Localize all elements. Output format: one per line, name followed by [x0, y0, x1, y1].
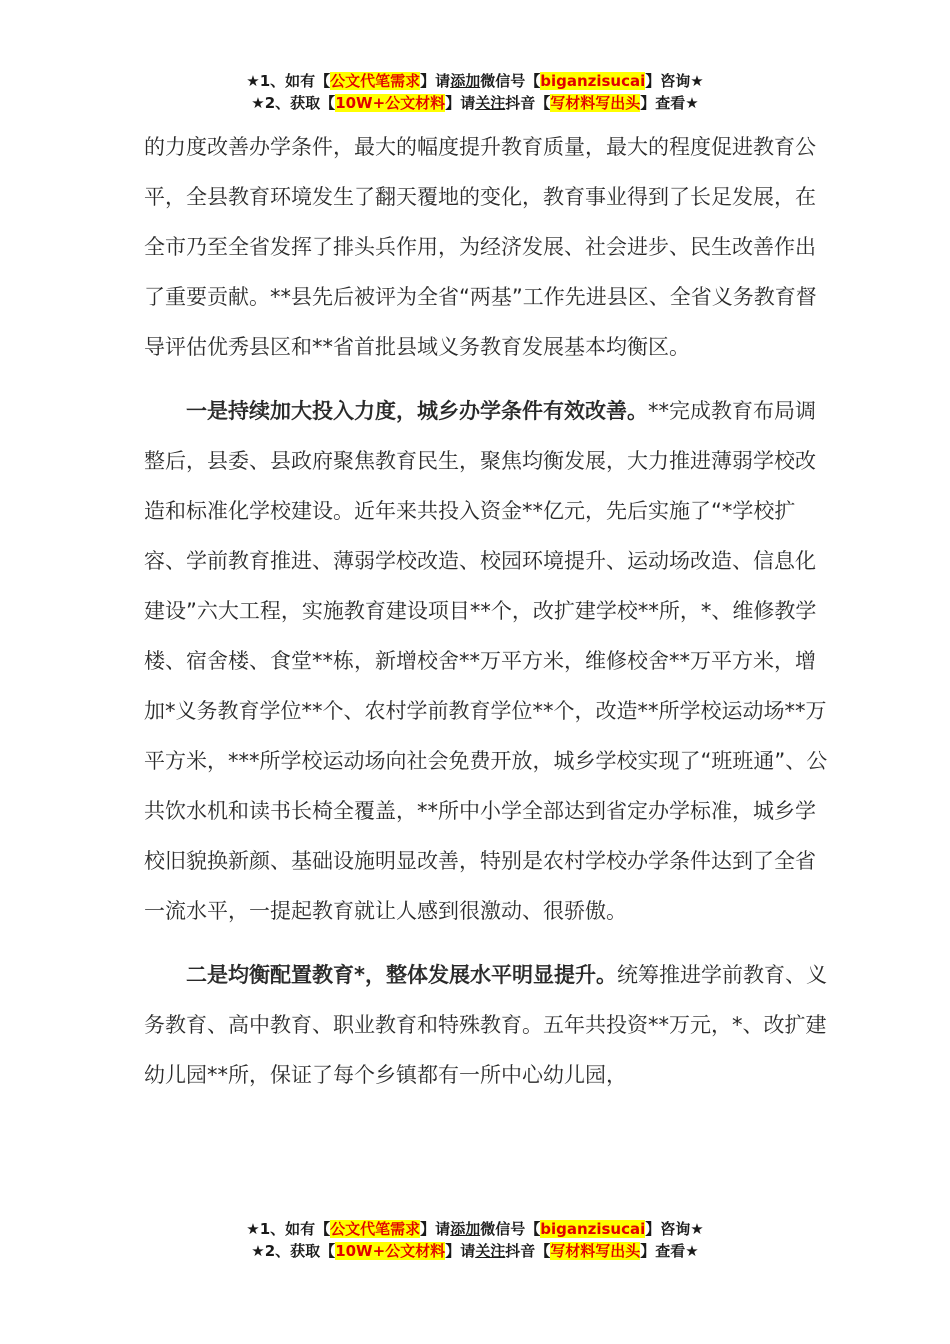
highlight-wechat-id: biganzisucai	[540, 72, 646, 90]
banner-text: 抖音【	[505, 94, 551, 112]
banner-line-1	[0, 1218, 950, 1240]
highlight-materials: 10W+公文材料	[335, 1242, 446, 1260]
banner-text: ★2、获取【	[251, 1242, 336, 1260]
banner-line-1	[0, 70, 950, 92]
banner-underline: 添加	[450, 72, 481, 90]
banner-text: ★1、如有【	[246, 1220, 331, 1238]
banner-text: 】请	[420, 1220, 451, 1238]
banner-text: 】咨询★	[645, 72, 704, 90]
banner-underline: 关注	[475, 1242, 506, 1260]
document-body	[144, 122, 834, 1100]
banner-underline: 添加	[450, 1220, 481, 1238]
highlight-materials: 10W+公文材料	[335, 94, 446, 112]
paragraph	[144, 122, 834, 372]
banner-underline: 关注	[475, 94, 506, 112]
highlight-douyin-id: 写材料写出头	[550, 94, 641, 112]
paragraph-text: 的力度改善办学条件，最大的幅度提升教育质量，最大的程度促进教育公平，全县教育环境发生了翻天覆地的变化，教育事业得到了长足发展，在全市乃至全省发挥了排头兵作用，为经济发展、社会进步、民生改善作出了重要贡献。**县先后被评为全省“两基”工作先进县区、全省义务教育督导评估优秀县区和**省首批县域义务教育发展基本均衡区。	[144, 135, 817, 359]
banner-text: ★1、如有【	[246, 72, 331, 90]
highlight-douyin-id: 写材料写出头	[550, 1242, 641, 1260]
banner-text: 抖音【	[505, 1242, 551, 1260]
paragraph-heading: 二是均衡配置教育*，整体发展水平明显提升。	[186, 963, 617, 987]
banner-text: 】请	[420, 72, 451, 90]
banner-text: 微信号【	[480, 1220, 541, 1238]
paragraph	[144, 386, 834, 936]
paragraph-heading: 一是持续加大投入力度，城乡办学条件有效改善。	[186, 399, 648, 423]
highlight-service: 公文代笔需求	[330, 1220, 421, 1238]
footer-banner	[0, 1218, 950, 1262]
banner-text: 】咨询★	[645, 1220, 704, 1238]
banner-text: ★2、获取【	[251, 94, 336, 112]
paragraph-text: **完成教育布局调整后，县委、县政府聚焦教育民生，聚焦均衡发展，大力推进薄弱学校改造和标准化学校建设。近年来共投入资金**亿元，先后实施了“*学校扩容、学前教育推进、薄弱学校改造、校园环境提升、运动场改造、信息化建设”六大工程，实施教育建设项目**个，改扩建学校**所，*、维修教学楼、宿舍楼、食堂**栋，新增校舍**万平方米，维修校舍**万平方米，增加*义务教育学位**个、农村学前教育学位**个，改造**所学校运动场**万平方米，***所学校运动场向社会免费开放，城乡学校实现了“班班通”、公共饮水机和读书长椅全覆盖，**所中小学全部达到省定办学标准，城乡学校旧貌换新颜、基础设施明显改善，特别是农村学校办学条件达到了全省一流水平，一提起教育就让人感到很激动、很骄傲。	[144, 399, 828, 923]
banner-text: 微信号【	[480, 72, 541, 90]
banner-text: 】请	[445, 1242, 476, 1260]
highlight-wechat-id: biganzisucai	[540, 1220, 646, 1238]
banner-text: 】请	[445, 94, 476, 112]
banner-line-2	[0, 1240, 950, 1262]
banner-line-2	[0, 92, 950, 114]
highlight-service: 公文代笔需求	[330, 72, 421, 90]
header-banner	[0, 70, 950, 114]
banner-text: 】查看★	[640, 1242, 699, 1260]
banner-text: 】查看★	[640, 94, 699, 112]
paragraph	[144, 950, 834, 1100]
paragraph-text: 统筹推进学前教育、义务教育、高中教育、职业教育和特殊教育。五年共投资**万元，*、改扩建幼儿园**所，保证了每个乡镇都有一所中心幼儿园，	[144, 963, 827, 1087]
